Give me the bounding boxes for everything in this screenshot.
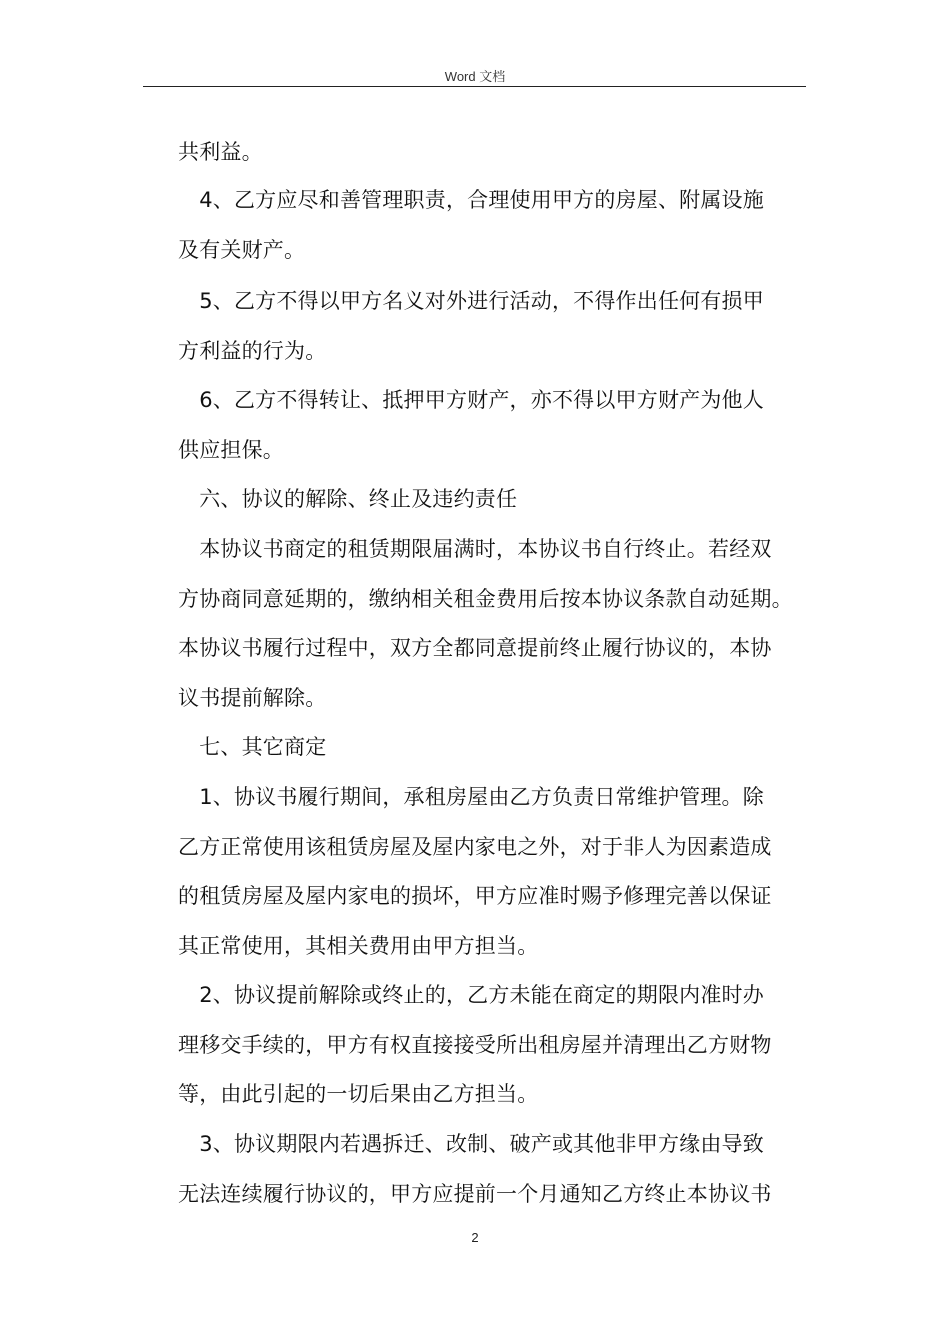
section-heading: 七、其它商定 [178,735,327,759]
text-line: 本协议书商定的租赁期限届满时，本协议书自行终止。若经双 [178,537,772,561]
text-line: 的租赁房屋及屋内家电的损坏，甲方应准时赐予修理完善以保证 [178,884,772,908]
text-line: 及有关财产。 [178,238,306,262]
text-line: 无法连续履行协议的，甲方应提前一个月通知乙方终止本协议书 [178,1182,772,1206]
text-line: 供应担保。 [178,438,284,462]
header-divider [143,86,806,87]
section-heading: 六、协议的解除、终止及违约责任 [178,487,518,511]
text-line: 2、协议提前解除或终止的，乙方未能在商定的期限内准时办 [178,983,764,1007]
text-line: 等，由此引起的一切后果由乙方担当。 [178,1082,539,1106]
text-line: 4、乙方应尽和善管理职责，合理使用甲方的房屋、附属设施 [178,188,764,212]
text-line: 1、协议书履行期间，承租房屋由乙方负责日常维护管理。除 [178,785,764,809]
text-line: 方协商同意延期的，缴纳相关租金费用后按本协议条款自动延期。 [178,587,793,611]
page-number: 2 [471,1230,479,1245]
text-line: 方利益的行为。 [178,339,327,363]
text-line: 乙方正常使用该租赁房屋及屋内家电之外，对于非人为因素造成 [178,835,772,859]
text-line: 其正常使用，其相关费用由甲方担当。 [178,934,539,958]
text-line: 议书提前解除。 [178,686,327,710]
text-line: 理移交手续的，甲方有权直接接受所出租房屋并清理出乙方财物 [178,1033,772,1057]
text-line: 3、协议期限内若遇拆迁、改制、破产或其他非甲方缘由导致 [178,1132,764,1156]
text-line: 共利益。 [178,140,263,164]
text-line: 5、乙方不得以甲方名义对外进行活动，不得作出任何有损甲 [178,289,764,313]
page-header: Word 文档 [444,69,506,84]
text-line: 6、乙方不得转让、抵押甲方财产，亦不得以甲方财产为他人 [178,388,764,412]
text-line: 本协议书履行过程中，双方全都同意提前终止履行协议的，本协 [178,636,772,660]
